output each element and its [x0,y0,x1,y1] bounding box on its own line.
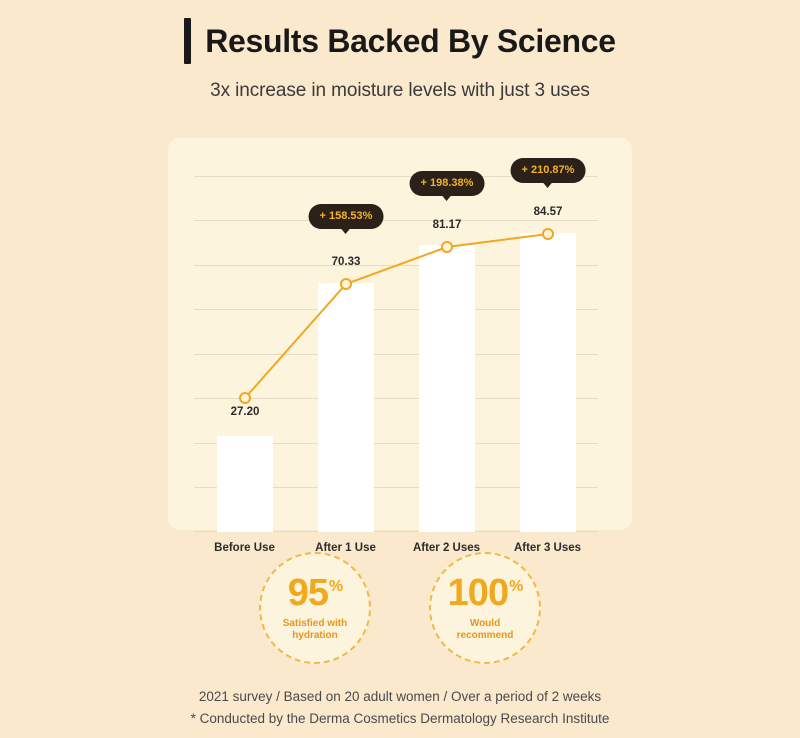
badge-after-2-uses: + 198.38% [410,171,485,196]
axis-label-after-1-use: After 1 Use [315,542,376,554]
axis-label-after-2-uses: After 2 Uses [412,542,481,554]
title-row [0,18,800,64]
value-label-after-2-uses: 81.17 [432,219,462,231]
footnotes [0,686,800,731]
axis-label-after-3-uses: After 3 Uses [513,542,582,554]
chart-bars [194,176,598,532]
seal-caption-line1: Would [469,617,501,629]
seal-caption-line1: Satisfied with [282,617,348,629]
seal-number-value: 95 [287,571,329,614]
seal-number [287,571,343,614]
seal-would-recommend [429,552,541,664]
footnote-conducted-by: * Conducted by the Derma Cosmetics Dermatology Research Institute [190,711,610,727]
value-label-after-3-uses: 84.57 [533,206,563,218]
seal-caption [283,618,347,643]
chart-card [168,138,632,554]
axis-label-before-use: Before Use [214,542,275,554]
seal-number-value: 100 [447,571,509,614]
footnote-survey: 2021 survey / Based on 20 adult women / Over a period of 2 weeks [198,689,602,704]
seal-caption [457,618,514,643]
seal-caption-line2: hydration [292,630,338,641]
stat-seals [0,552,800,664]
page-title: Results Backed By Science [205,22,616,59]
badge-after-1-use: + 158.53% [309,204,384,229]
header [0,0,800,102]
bar-after-1-use [318,283,374,532]
seal-percent-sign: % [329,577,343,595]
seal-percent-sign: % [509,577,523,595]
seal-satisfied-with-hydration [259,552,371,664]
seal-number [447,571,523,614]
bar-before-use [217,436,273,532]
page-subtitle: 3x increase in moisture levels with just 3 uses [210,80,590,101]
title-accent-bar [184,18,191,64]
bar-after-2-uses [419,245,475,532]
badge-after-3-uses: + 210.87% [511,158,586,183]
seal-caption-line2: recommend [456,630,514,641]
value-label-before-use: 27.20 [230,406,260,418]
bar-after-3-uses [520,233,576,532]
value-label-after-1-use: 70.33 [331,256,361,268]
